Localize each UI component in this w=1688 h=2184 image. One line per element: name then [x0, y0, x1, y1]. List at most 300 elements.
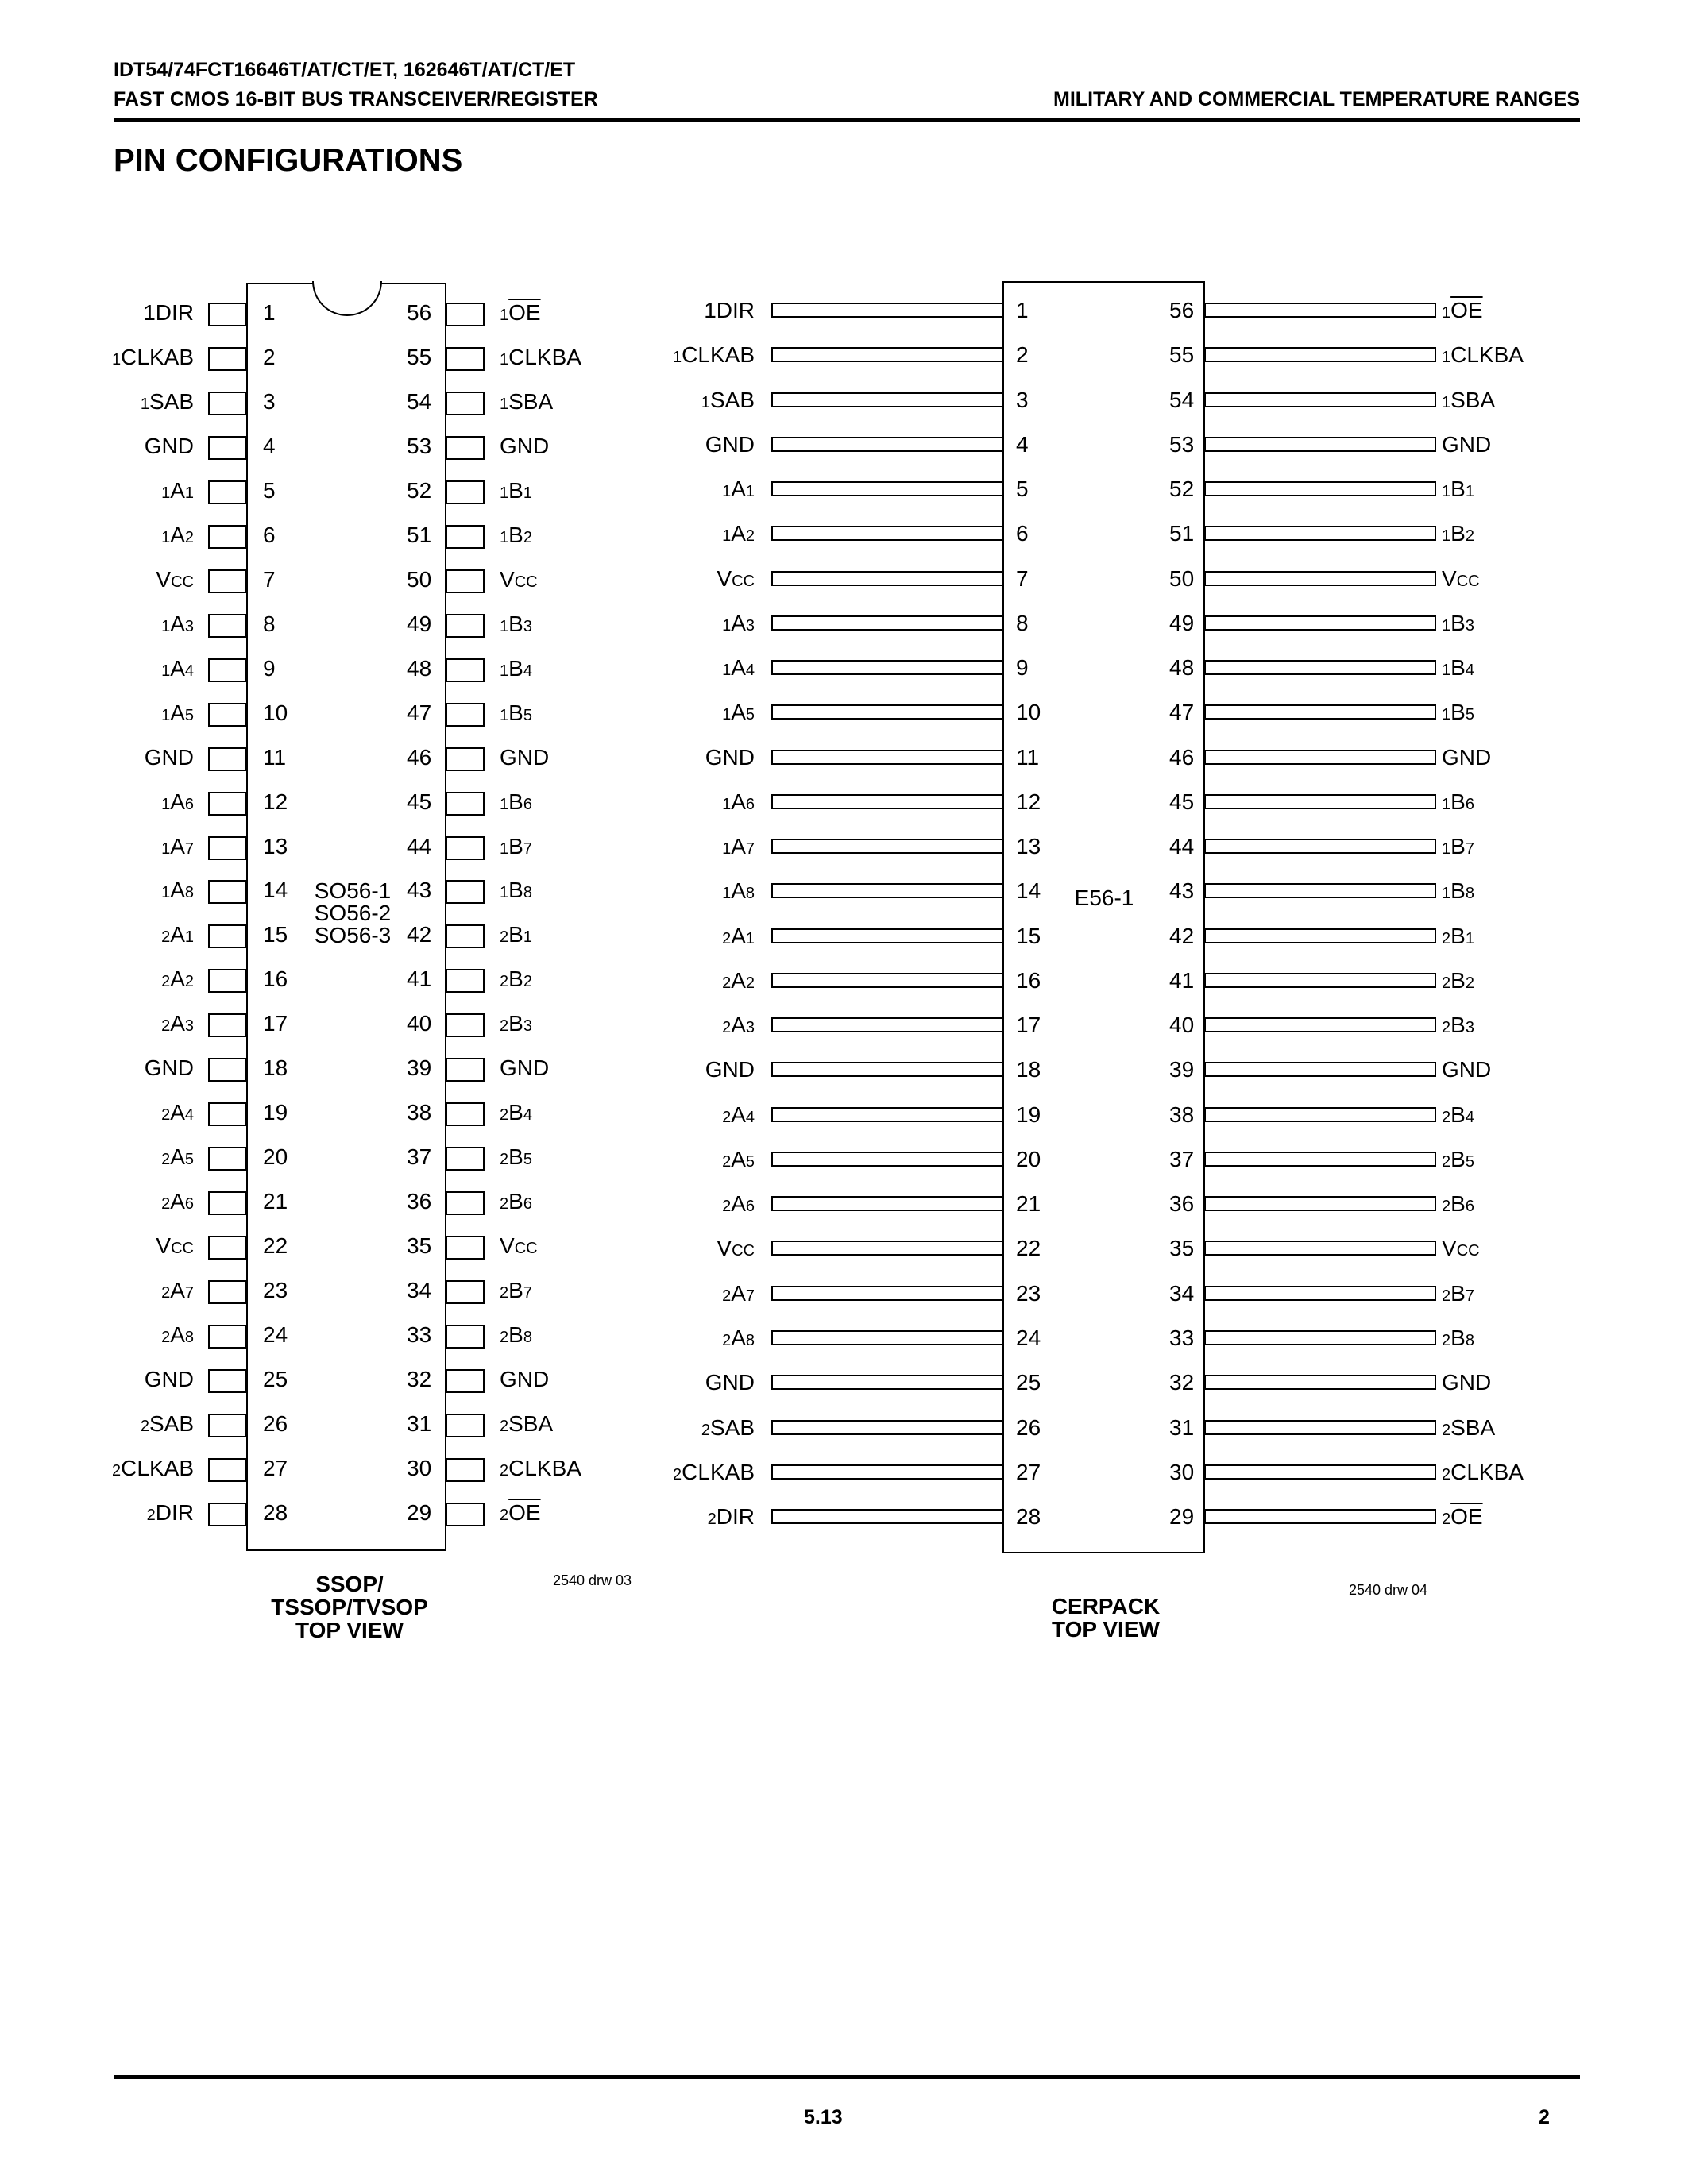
pin-label-prefix: 2 — [701, 1421, 710, 1439]
ssop-package-line-3: SO56-3 — [314, 923, 392, 947]
ssop-pin-label — [145, 1055, 194, 1081]
ssop-caption-line-2: TSSOP/TVSOP — [271, 1595, 428, 1619]
pin-label-sub: 8 — [1465, 885, 1474, 903]
pin-label-sub: 8 — [745, 1331, 755, 1349]
ssop-caption-line-3: TOP VIEW — [295, 1618, 404, 1642]
pin-label-prefix: 2 — [140, 1418, 149, 1435]
pin-label-sub: 7 — [184, 1284, 194, 1302]
ssop-pin-stub — [446, 569, 485, 593]
ssop-pin-stub — [208, 880, 247, 904]
ssop-pin-number: 21 — [263, 1189, 288, 1214]
cerpack-pin-number: 1 — [1016, 298, 1029, 322]
pin-label-sub: 1 — [523, 928, 532, 947]
cerpack-drawing-number: 2540 drw 04 — [1349, 1582, 1428, 1598]
cerpack-pin-label — [1442, 1415, 1495, 1443]
cerpack-pin-lead — [771, 347, 1003, 362]
ssop-drawing-number: 2540 drw 03 — [553, 1572, 632, 1588]
ssop-pin-number: 5 — [263, 477, 276, 503]
pin-label-sub: 2 — [1465, 974, 1474, 992]
pin-label-sub: 1 — [745, 483, 755, 501]
ssop-pin-number: 27 — [263, 1455, 288, 1480]
pin-label-name: A — [170, 922, 185, 947]
ssop-pin-number: 31 — [407, 1411, 432, 1436]
header-range-line: MILITARY AND COMMERCIAL TEMPERATURE RANGES — [1053, 88, 1580, 110]
cerpack-pin-lead — [771, 526, 1003, 541]
pin-label-sub: 5 — [745, 706, 755, 724]
pin-label-sub: 5 — [1465, 706, 1474, 724]
pin-label-name: A — [731, 967, 746, 993]
pin-label-sub: 7 — [1465, 840, 1474, 859]
cerpack-pin-number: 8 — [1016, 610, 1029, 635]
ssop-pin-label — [500, 656, 532, 684]
pin-label-name: A — [731, 923, 746, 948]
pin-label-sub: 2 — [523, 973, 532, 991]
pin-label-sub: 7 — [184, 839, 194, 858]
ssop-pin-label — [161, 967, 194, 994]
pin-label-name: B — [1450, 700, 1466, 725]
pin-label-name: B — [1450, 1280, 1466, 1306]
ssop-pin-label — [500, 1367, 549, 1392]
cerpack-pin-label — [704, 298, 755, 323]
cerpack-caption-line-1: CERPACK — [1051, 1594, 1161, 1619]
ssop-pin-label — [145, 434, 194, 459]
pin-label-overbar: $\overline{OE}$ — [1450, 298, 1483, 322]
pin-label-name: B — [1450, 610, 1466, 635]
cerpack-pin-number: 41 — [1169, 967, 1195, 993]
ssop-package-line-1: SO56-1 — [314, 878, 392, 903]
cerpack-pin-label — [717, 566, 755, 594]
cerpack-pin-number: 50 — [1169, 565, 1195, 591]
ssop-pin-label — [156, 1233, 194, 1261]
pin-label-prefix: 1 — [500, 617, 509, 635]
ssop-pin-label — [500, 567, 538, 595]
ssop-pin-number: 22 — [263, 1233, 288, 1259]
cerpack-pin-label — [1442, 611, 1474, 639]
ssop-pin-stub — [208, 1280, 247, 1304]
ssop-pin-number: 56 — [407, 300, 432, 325]
cerpack-pin-number: 49 — [1169, 610, 1195, 635]
ssop-pin-stub — [208, 1147, 247, 1171]
pin-label-prefix: 1 — [161, 839, 171, 858]
ssop-pin-stub — [208, 569, 247, 593]
cerpack-pin-label — [722, 1147, 755, 1175]
pin-label-name: A — [170, 655, 185, 681]
pin-label-sub: 2 — [1465, 527, 1474, 546]
pin-label-sub: CC — [732, 1242, 755, 1260]
pin-label-name: SAB — [149, 1411, 194, 1436]
pin-label-prefix: 1 — [1442, 885, 1451, 903]
ssop-pin-stub — [446, 1414, 485, 1437]
pin-label-name: B — [508, 1100, 523, 1125]
footer-rule — [114, 2075, 1580, 2079]
pin-label-prefix: 1 — [161, 706, 171, 724]
cerpack-pin-number: 48 — [1169, 655, 1195, 681]
ssop-pin-number: 35 — [407, 1233, 432, 1259]
cerpack-pin-label — [1442, 1191, 1474, 1219]
cerpack-pin-lead — [1204, 481, 1436, 496]
ssop-pin-number: 45 — [407, 789, 432, 814]
ssop-pin-number: 36 — [407, 1189, 432, 1214]
ssop-pin-number: 40 — [407, 1011, 432, 1036]
pin-label-name: GND — [500, 1055, 550, 1081]
cerpack-pin-lead — [771, 437, 1003, 452]
ssop-pin-label — [500, 922, 532, 950]
cerpack-pin-lead — [1204, 1062, 1436, 1077]
pin-label-name: SBA — [508, 388, 554, 414]
ssop-pin-stub — [446, 1369, 485, 1393]
pin-label-prefix: 2 — [1442, 1331, 1451, 1349]
cerpack-pin-lead — [771, 1152, 1003, 1167]
pin-label-name: A — [170, 522, 185, 547]
pin-label-sub: 3 — [184, 1017, 194, 1036]
pin-label-prefix: 1 — [161, 662, 171, 680]
pin-label-name: CLKBA — [1450, 342, 1524, 368]
cerpack-pin-label — [705, 745, 755, 770]
ssop-pin-number: 32 — [407, 1367, 432, 1392]
ssop-pin-number: 39 — [407, 1055, 432, 1081]
ssop-pin-label — [500, 1278, 532, 1306]
ssop-pin-number: 37 — [407, 1144, 432, 1170]
pin-label-sub: 1 — [184, 484, 194, 502]
pin-label-sub: 4 — [745, 1108, 755, 1126]
cerpack-pin-number: 22 — [1016, 1236, 1041, 1261]
pin-label-prefix: 2 — [161, 1284, 171, 1302]
pin-label-name: B — [1450, 1325, 1466, 1350]
pin-label-sub: 7 — [523, 839, 532, 858]
cerpack-pin-number: 31 — [1169, 1414, 1195, 1440]
pin-label-name: GND — [705, 744, 755, 770]
pin-label-name: B — [508, 522, 523, 547]
ssop-pin-stub — [446, 658, 485, 682]
cerpack-pin-label — [722, 521, 755, 549]
cerpack-pin-lead — [771, 794, 1003, 809]
pin-label-name: CLKAB — [682, 1459, 755, 1484]
pin-label-name: B — [508, 878, 523, 903]
ssop-pin-number: 54 — [407, 388, 432, 414]
ssop-pin-label — [156, 567, 194, 595]
cerpack-pin-label — [1442, 1325, 1474, 1353]
ssop-pin-stub — [208, 1191, 247, 1215]
pin-label-name: GND — [144, 1367, 194, 1392]
page-title: PIN CONFIGURATIONS — [114, 143, 463, 178]
pin-label-prefix: 2 — [722, 974, 732, 992]
cerpack-pin-lead — [771, 1241, 1003, 1256]
cerpack-pin-label — [722, 1013, 755, 1040]
pin-label-name: SBA — [1450, 1414, 1496, 1440]
pin-label-name: GND — [1442, 431, 1492, 457]
cerpack-pin-label — [722, 968, 755, 996]
cerpack-pin-lead — [1204, 437, 1436, 452]
pin-label-prefix: 2 — [1442, 1152, 1451, 1171]
cerpack-pin-label — [1442, 342, 1524, 370]
ssop-pin-number: 42 — [407, 922, 432, 947]
ssop-pin-label — [500, 478, 532, 506]
ssop-notch — [311, 281, 383, 321]
pin-label-name: A — [731, 834, 746, 859]
pin-label-name: DIR — [716, 1504, 755, 1530]
cerpack-pin-label — [1442, 432, 1491, 457]
cerpack-pin-label — [1442, 789, 1474, 817]
pin-label-prefix: 1 — [1442, 662, 1451, 680]
ssop-pin-number: 11 — [263, 744, 287, 770]
pin-label-sub: 1 — [184, 928, 194, 947]
ssop-pin-number: 4 — [263, 433, 276, 458]
ssop-pin-number: 47 — [407, 700, 432, 725]
pin-label-prefix: 2 — [1442, 1421, 1451, 1439]
pin-label-sub: 3 — [1465, 616, 1474, 635]
ssop-pin-label — [500, 1011, 532, 1039]
cerpack-pin-number: 14 — [1016, 878, 1041, 904]
pin-label-name: A — [170, 1011, 185, 1036]
ssop-pin-number: 9 — [263, 655, 276, 681]
pin-label-prefix: 2 — [500, 1461, 509, 1480]
pin-label-sub: 2 — [745, 974, 755, 992]
pin-label-sub: 4 — [1465, 662, 1474, 680]
cerpack-pin-label — [1442, 924, 1474, 951]
cerpack-package-line: E56-1 — [1074, 886, 1134, 910]
pin-label-name: A — [731, 700, 746, 725]
pin-label-prefix: 1 — [722, 706, 732, 724]
pin-label-name: CLKAB — [682, 342, 755, 368]
pin-label-prefix: 1 — [722, 616, 732, 635]
header-desc-line: FAST CMOS 16-BIT BUS TRANSCEIVER/REGISTER — [114, 88, 598, 110]
header-part-line: IDT54/74FCT16646T/AT/CT/ET, 162646T/AT/CT/ET — [114, 59, 576, 81]
cerpack-pin-number: 20 — [1016, 1146, 1041, 1171]
ssop-pin-stub — [208, 1058, 247, 1082]
pin-label-name: V — [156, 566, 172, 592]
pin-label-prefix: 1 — [112, 350, 122, 369]
ssop-pin-label — [500, 1456, 581, 1484]
pin-label-prefix: 1 — [722, 527, 732, 546]
ssop-pin-stub — [208, 924, 247, 948]
cerpack-pin-lead — [771, 839, 1003, 854]
ssop-pin-stub — [446, 614, 485, 638]
pin-label-sub: 8 — [184, 884, 194, 902]
pin-label-prefix: 2 — [722, 1331, 732, 1349]
pin-label-name: GND — [1442, 1370, 1492, 1395]
pin-label-prefix: 2 — [161, 1106, 171, 1125]
pin-label-name: GND — [500, 433, 550, 458]
ssop-pin-stub — [446, 1503, 485, 1526]
cerpack-pin-label — [1442, 1147, 1474, 1175]
cerpack-pin-lead — [771, 1107, 1003, 1122]
cerpack-chip-body — [1002, 281, 1205, 1553]
pin-label-name: A — [731, 521, 746, 546]
pin-label-prefix: 1 — [500, 706, 509, 724]
pin-label-prefix: 1 — [701, 393, 710, 411]
ssop-pin-label — [161, 1278, 194, 1306]
cerpack-pin-number: 44 — [1169, 834, 1195, 859]
ssop-pin-label — [500, 878, 532, 905]
ssop-pin-stub — [446, 436, 485, 460]
cerpack-pin-lead — [1204, 1286, 1436, 1301]
cerpack-pin-label — [1442, 1370, 1491, 1395]
pin-label-name: GND — [705, 431, 755, 457]
pin-label-prefix: 1 — [500, 307, 509, 324]
ssop-pin-label — [161, 1144, 194, 1172]
ssop-pin-number: 20 — [263, 1144, 288, 1170]
pin-label-name: GND — [1442, 1057, 1492, 1082]
cerpack-pin-lead — [1204, 973, 1436, 988]
pin-label-prefix: 1 — [1442, 393, 1451, 411]
pin-label-prefix: 1 — [161, 528, 171, 546]
ssop-pin-number: 23 — [263, 1278, 288, 1303]
cerpack-pin-number: 43 — [1169, 878, 1195, 904]
ssop-pin-label — [500, 1189, 532, 1217]
pin-label-prefix: 2 — [722, 1152, 732, 1171]
ssop-pin-label — [500, 789, 532, 817]
ssop-pin-stub — [208, 969, 247, 993]
ssop-pin-stub — [446, 880, 485, 904]
cerpack-pin-number: 24 — [1016, 1325, 1041, 1350]
pin-label-name: B — [1450, 878, 1466, 904]
cerpack-pin-label — [722, 655, 755, 683]
cerpack-pin-lead — [771, 481, 1003, 496]
ssop-pin-number: 34 — [407, 1278, 432, 1303]
ssop-pin-number: 25 — [263, 1367, 288, 1392]
pin-label-prefix: 2 — [500, 1195, 509, 1214]
ssop-pin-number: 18 — [263, 1055, 288, 1081]
pin-label-name: B — [508, 922, 523, 947]
ssop-pin-stub — [208, 1458, 247, 1482]
pin-label-prefix: 1 — [500, 662, 509, 680]
pin-label-sub: 1 — [1465, 929, 1474, 947]
pin-label-prefix: 2 — [161, 1195, 171, 1214]
ssop-caption-line-1: SSOP/ — [315, 1572, 384, 1596]
cerpack-pin-label — [705, 432, 755, 457]
pin-label-prefix: 2 — [722, 1198, 732, 1216]
pin-label-name: CLKAB — [121, 344, 194, 369]
cerpack-pin-number: 7 — [1016, 565, 1029, 591]
ssop-pin-number: 17 — [263, 1011, 288, 1036]
ssop-pin-stub — [446, 480, 485, 504]
pin-label-prefix: 2 — [722, 1287, 732, 1305]
pin-label-name: A — [170, 1189, 185, 1214]
pin-label-sub: 7 — [745, 1287, 755, 1305]
pin-label-sub: CC — [171, 1240, 194, 1258]
pin-label-name: A — [170, 1144, 185, 1170]
ssop-pin-label — [500, 1322, 532, 1350]
pin-label-name: B — [508, 477, 523, 503]
pin-label-prefix: 2 — [500, 1106, 509, 1125]
ssop-pin-stub — [446, 1191, 485, 1215]
pin-label-sub: 6 — [745, 795, 755, 813]
cerpack-caption-line-2: TOP VIEW — [1052, 1617, 1160, 1642]
cerpack-pin-lead — [771, 1062, 1003, 1077]
ssop-pin-label — [500, 1144, 532, 1172]
footer-section-number: 5.13 — [804, 2106, 843, 2128]
ssop-pin-label — [161, 834, 194, 862]
pin-label-prefix: 2 — [112, 1461, 122, 1480]
pin-label-prefix: 2 — [161, 928, 171, 947]
ssop-pin-label — [143, 300, 194, 326]
pin-label-prefix: 1 — [1442, 840, 1451, 859]
cerpack-pin-number: 19 — [1016, 1102, 1041, 1127]
ssop-pin-number: 1 — [263, 300, 276, 325]
pin-label-sub: 4 — [745, 662, 755, 680]
pin-label-prefix: 1 — [500, 839, 509, 858]
pin-label-name: GND — [705, 1057, 755, 1082]
pin-label-prefix: 1 — [161, 884, 171, 902]
ssop-pin-stub — [208, 1325, 247, 1349]
ssop-pin-label — [145, 745, 194, 770]
pin-label-prefix: 2 — [500, 973, 509, 991]
ssop-pin-number: 3 — [263, 388, 276, 414]
pin-label-sub: 3 — [523, 617, 532, 635]
cerpack-pin-lead — [1204, 794, 1436, 809]
pin-label-sub: 7 — [523, 1284, 532, 1302]
ssop-pin-stub — [446, 1013, 485, 1037]
cerpack-pin-label — [717, 1236, 755, 1264]
ssop-pin-stub — [446, 1102, 485, 1126]
cerpack-pin-number: 54 — [1169, 387, 1195, 412]
ssop-pin-label — [500, 389, 553, 417]
pin-label-prefix: 2 — [1442, 1108, 1451, 1126]
pin-label-name: A — [731, 789, 746, 814]
pin-label-sub: 6 — [1465, 1198, 1474, 1216]
ssop-package-line-2: SO56-2 — [314, 901, 392, 925]
cerpack-pin-label — [1442, 655, 1474, 683]
ssop-pin-label — [500, 834, 532, 862]
pin-label-sub: 8 — [523, 884, 532, 902]
pin-label-name: A — [170, 1278, 185, 1303]
cerpack-pin-number: 9 — [1016, 655, 1029, 681]
ssop-pin-stub — [446, 1280, 485, 1304]
cerpack-pin-number: 29 — [1169, 1504, 1195, 1530]
cerpack-pin-label — [1442, 1013, 1474, 1040]
ssop-pin-number: 50 — [407, 566, 432, 592]
cerpack-pin-label — [1442, 521, 1474, 549]
cerpack-pin-lead — [1204, 1330, 1436, 1345]
ssop-pin-number: 48 — [407, 655, 432, 681]
pin-label-sub: 6 — [523, 795, 532, 813]
cerpack-pin-lead — [771, 303, 1003, 318]
ssop-pin-label — [500, 434, 549, 459]
pin-label-name: SBA — [1450, 387, 1496, 412]
pin-label-sub: 4 — [1465, 1108, 1474, 1126]
pin-label-prefix: 1 — [722, 662, 732, 680]
pin-label-name: B — [1450, 1191, 1466, 1217]
pin-label-sub: 6 — [1465, 795, 1474, 813]
pin-label-sub: CC — [732, 572, 755, 590]
ssop-pin-label — [500, 745, 549, 770]
ssop-pin-stub — [208, 792, 247, 816]
pin-label-name: A — [170, 1100, 185, 1125]
pin-label-prefix: 1 — [161, 617, 171, 635]
ssop-pin-label — [500, 1100, 532, 1128]
pin-label-name: B — [508, 789, 523, 814]
pin-label-name: A — [731, 1191, 746, 1217]
cerpack-pin-label — [722, 1281, 755, 1309]
ssop-pin-stub — [208, 1503, 247, 1526]
ssop-pin-number: 33 — [407, 1322, 432, 1348]
ssop-pin-label — [141, 389, 194, 417]
ssop-pin-stub — [208, 747, 247, 771]
ssop-pin-number: 52 — [407, 477, 432, 503]
pin-label-sub: 8 — [1465, 1331, 1474, 1349]
cerpack-pin-label — [1442, 1102, 1474, 1130]
pin-label-name: B — [1450, 967, 1466, 993]
pin-label-prefix: 1 — [1442, 616, 1451, 635]
cerpack-pin-lead — [1204, 1464, 1436, 1480]
cerpack-pin-number: 25 — [1016, 1370, 1041, 1395]
cerpack-pin-number: 34 — [1169, 1280, 1195, 1306]
cerpack-pin-lead — [771, 1286, 1003, 1301]
ssop-pin-stub — [208, 392, 247, 415]
pin-label-sub: 8 — [745, 885, 755, 903]
cerpack-pin-number: 26 — [1016, 1414, 1041, 1440]
pin-label-sub: 2 — [745, 527, 755, 546]
